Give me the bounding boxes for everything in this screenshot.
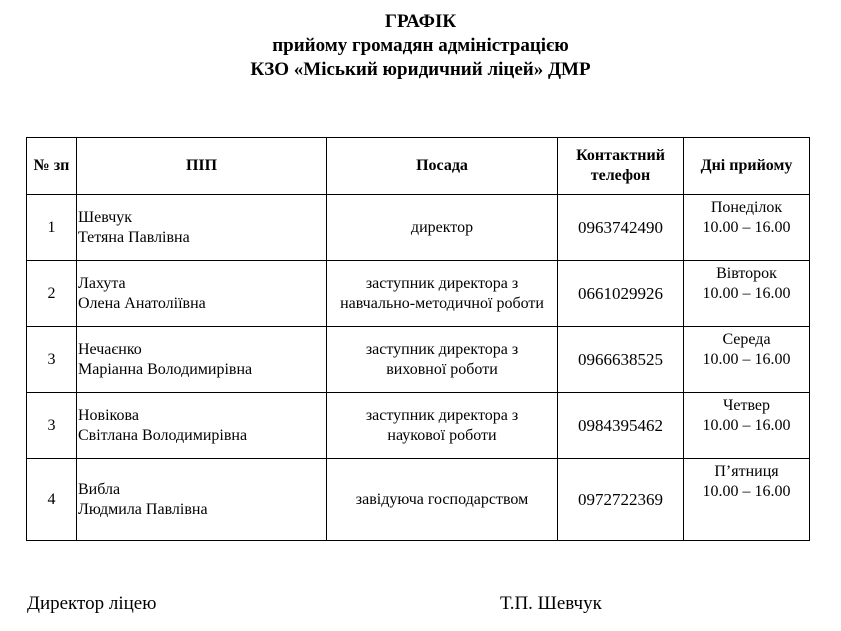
table-row <box>27 327 810 393</box>
row-position-line-1: заступник директора з <box>365 340 519 358</box>
header-phone-line-2: телефон <box>590 167 651 184</box>
row-name <box>77 459 327 541</box>
row-hours: 10.00 – 16.00 <box>702 351 791 368</box>
row-surname: Лахута <box>78 274 126 292</box>
row-day: Вівторок <box>716 265 777 282</box>
table-row <box>27 459 810 541</box>
row-position <box>327 459 558 541</box>
header-name: ПІП <box>77 138 327 195</box>
row-position-line-2: наукової роботи <box>387 426 497 444</box>
header-position: Посада <box>327 138 558 195</box>
row-surname: Вибла <box>78 480 121 498</box>
row-position-line-1: директор <box>410 218 474 236</box>
row-name <box>77 195 327 261</box>
table-row <box>27 261 810 327</box>
row-name <box>77 327 327 393</box>
row-phone: 0661029926 <box>558 261 684 327</box>
row-day: Середа <box>722 331 771 348</box>
row-days <box>684 459 810 541</box>
row-given-names: Маріанна Володимирівна <box>78 360 253 378</box>
title-line-1: ГРАФІК <box>384 11 457 32</box>
row-hours: 10.00 – 16.00 <box>702 285 791 302</box>
row-given-names: Олена Анатоліївна <box>78 294 206 312</box>
header-phone <box>558 138 684 195</box>
schedule-table <box>26 137 810 541</box>
table-header-row <box>27 138 810 195</box>
row-phone: 0966638525 <box>558 327 684 393</box>
row-position-line-1: заступник директора з <box>365 406 519 424</box>
row-day: Четвер <box>722 397 771 414</box>
row-position-line-2: виховної роботи <box>386 360 498 378</box>
row-surname: Шевчук <box>78 208 133 226</box>
row-given-names: Світлана Володимирівна <box>78 426 248 444</box>
row-position <box>327 393 558 459</box>
row-num: 3 <box>27 327 77 393</box>
row-phone: 0972722369 <box>558 459 684 541</box>
header-days: Дні прийому <box>684 138 810 195</box>
row-position-line-1: завідуюча господарством <box>355 490 529 508</box>
row-num: 2 <box>27 261 77 327</box>
header-num: № зп <box>27 138 77 195</box>
footer-role: Директор ліцею <box>27 593 157 614</box>
table-row <box>27 195 810 261</box>
row-position <box>327 327 558 393</box>
row-days <box>684 327 810 393</box>
row-given-names: Тетяна Павлівна <box>78 228 190 246</box>
title-line-3: КЗО «Міський юридичний ліцей» ДМР <box>250 59 591 80</box>
row-hours: 10.00 – 16.00 <box>702 483 791 500</box>
row-hours: 10.00 – 16.00 <box>702 219 791 236</box>
row-position <box>327 195 558 261</box>
row-position-line-2: навчально-методичної роботи <box>340 294 544 312</box>
row-num: 1 <box>27 195 77 261</box>
row-num: 3 <box>27 393 77 459</box>
row-position-line-1: заступник директора з <box>365 274 519 292</box>
row-phone: 0984395462 <box>558 393 684 459</box>
row-num: 4 <box>27 459 77 541</box>
row-day: Понеділок <box>710 199 783 216</box>
header-phone-line-1: Контактний <box>576 147 665 164</box>
footer-signature-name: Т.П. Шевчук <box>500 593 602 614</box>
row-days <box>684 195 810 261</box>
document-title <box>0 10 841 82</box>
title-line-2: прийому громадян адміністрацією <box>272 35 569 56</box>
row-days <box>684 393 810 459</box>
row-hours: 10.00 – 16.00 <box>702 417 791 434</box>
row-day: П’ятниця <box>714 463 779 480</box>
row-name <box>77 393 327 459</box>
row-surname: Новікова <box>78 406 139 424</box>
row-surname: Нечаєнко <box>78 340 142 358</box>
row-given-names: Людмила Павлівна <box>78 500 208 518</box>
row-phone: 0963742490 <box>558 195 684 261</box>
table-row <box>27 393 810 459</box>
row-days <box>684 261 810 327</box>
row-name <box>77 261 327 327</box>
row-position <box>327 261 558 327</box>
